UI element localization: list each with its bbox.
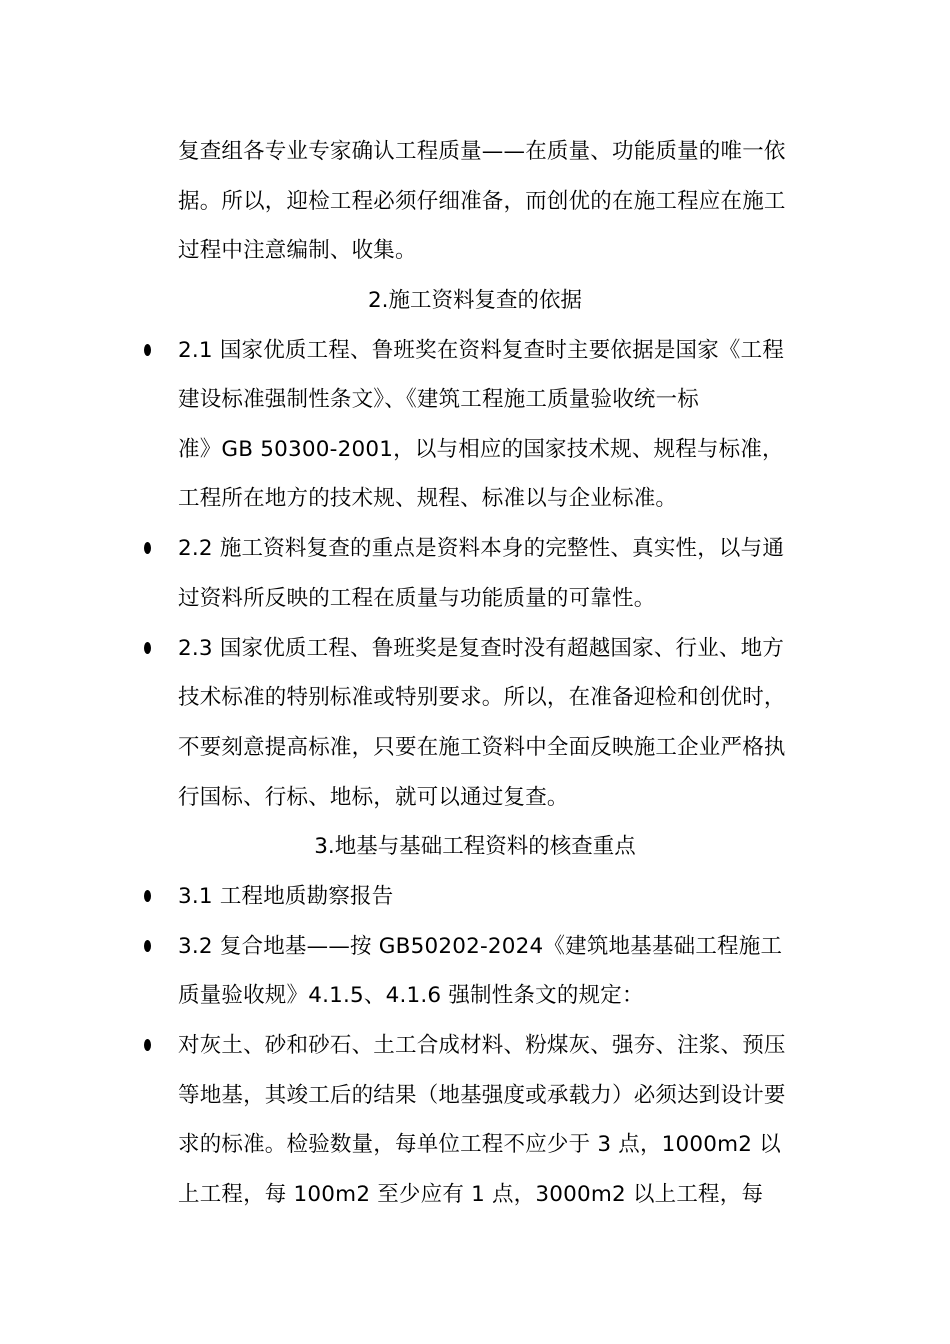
- item-2-1-line-3: 准》GB 50300-2001，以与相应的国家技术规、规程与标准，: [178, 437, 784, 462]
- item-2-2-line-1: 2.2 施工资料复查的重点是资料本身的完整性、真实性，以与通: [178, 536, 785, 561]
- item-2-3-line-1: 2.3 国家优质工程、鲁班奖是复查时没有超越国家、行业、地方: [178, 636, 785, 661]
- intro-line-1: 复查组各专业专家确认工程质量——在质量、功能质量的唯一依: [178, 139, 786, 164]
- item-3-2-detail-line-1: 对灰土、砂和砂石、土工合成材料、粉煤灰、强夯、注浆、预压: [178, 1033, 786, 1058]
- item-2-1-line-2: 建设标准强制性条文》、《建筑工程施工质量验收统一标: [178, 387, 700, 412]
- section-2-heading: 2.施工资料复查的依据: [367, 288, 582, 313]
- item-2-2-line-2: 过资料所反映的工程在质量与功能质量的可靠性。: [178, 586, 656, 611]
- intro-line-2: 据。所以，迎检工程必须仔细准备，而创优的在施工程应在施工: [178, 189, 786, 214]
- section-3-heading: 3.地基与基础工程资料的核查重点: [314, 834, 636, 859]
- bullet-icon: [144, 940, 151, 952]
- bullet-icon: [144, 344, 151, 356]
- bullet-icon: [144, 542, 151, 554]
- item-2-3-line-3: 不要刻意提高标准，只要在施工资料中全面反映施工企业严格执: [178, 735, 786, 760]
- bullet-icon: [144, 1039, 151, 1051]
- bullet-icon: [144, 890, 151, 902]
- bullet-icon: [144, 642, 151, 654]
- item-3-2-detail-line-3: 求的标准。检验数量，每单位工程不应少于 3 点，1000m2 以: [178, 1132, 781, 1157]
- item-3-1-line-1: 3.1 工程地质勘察报告: [178, 884, 394, 909]
- item-2-1-line-1: 2.1 国家优质工程、鲁班奖在资料复查时主要依据是国家《工程: [178, 338, 785, 363]
- item-3-2-detail-line-2: 等地基，其竣工后的结果（地基强度或承载力）必须达到设计要: [178, 1083, 786, 1108]
- item-2-3-line-4: 行国标、行标、地标，就可以通过复查。: [178, 785, 569, 810]
- item-3-2-line-2: 质量验收规》4.1.5、4.1.6 强制性条文的规定：: [178, 983, 644, 1008]
- item-3-2-line-1: 3.2 复合地基——按 GB50202-2024《建筑地基基础工程施工: [178, 934, 783, 959]
- item-2-3-line-2: 技术标准的特别标准或特别要求。所以，在准备迎检和创优时，: [178, 685, 786, 710]
- item-3-2-detail-line-4: 上工程，每 100m2 至少应有 1 点，3000m2 以上工程，每: [178, 1182, 764, 1207]
- item-2-1-line-4: 工程所在地方的技术规、规程、标准以与企业标准。: [178, 486, 678, 511]
- intro-line-3: 过程中注意编制、收集。: [178, 238, 417, 263]
